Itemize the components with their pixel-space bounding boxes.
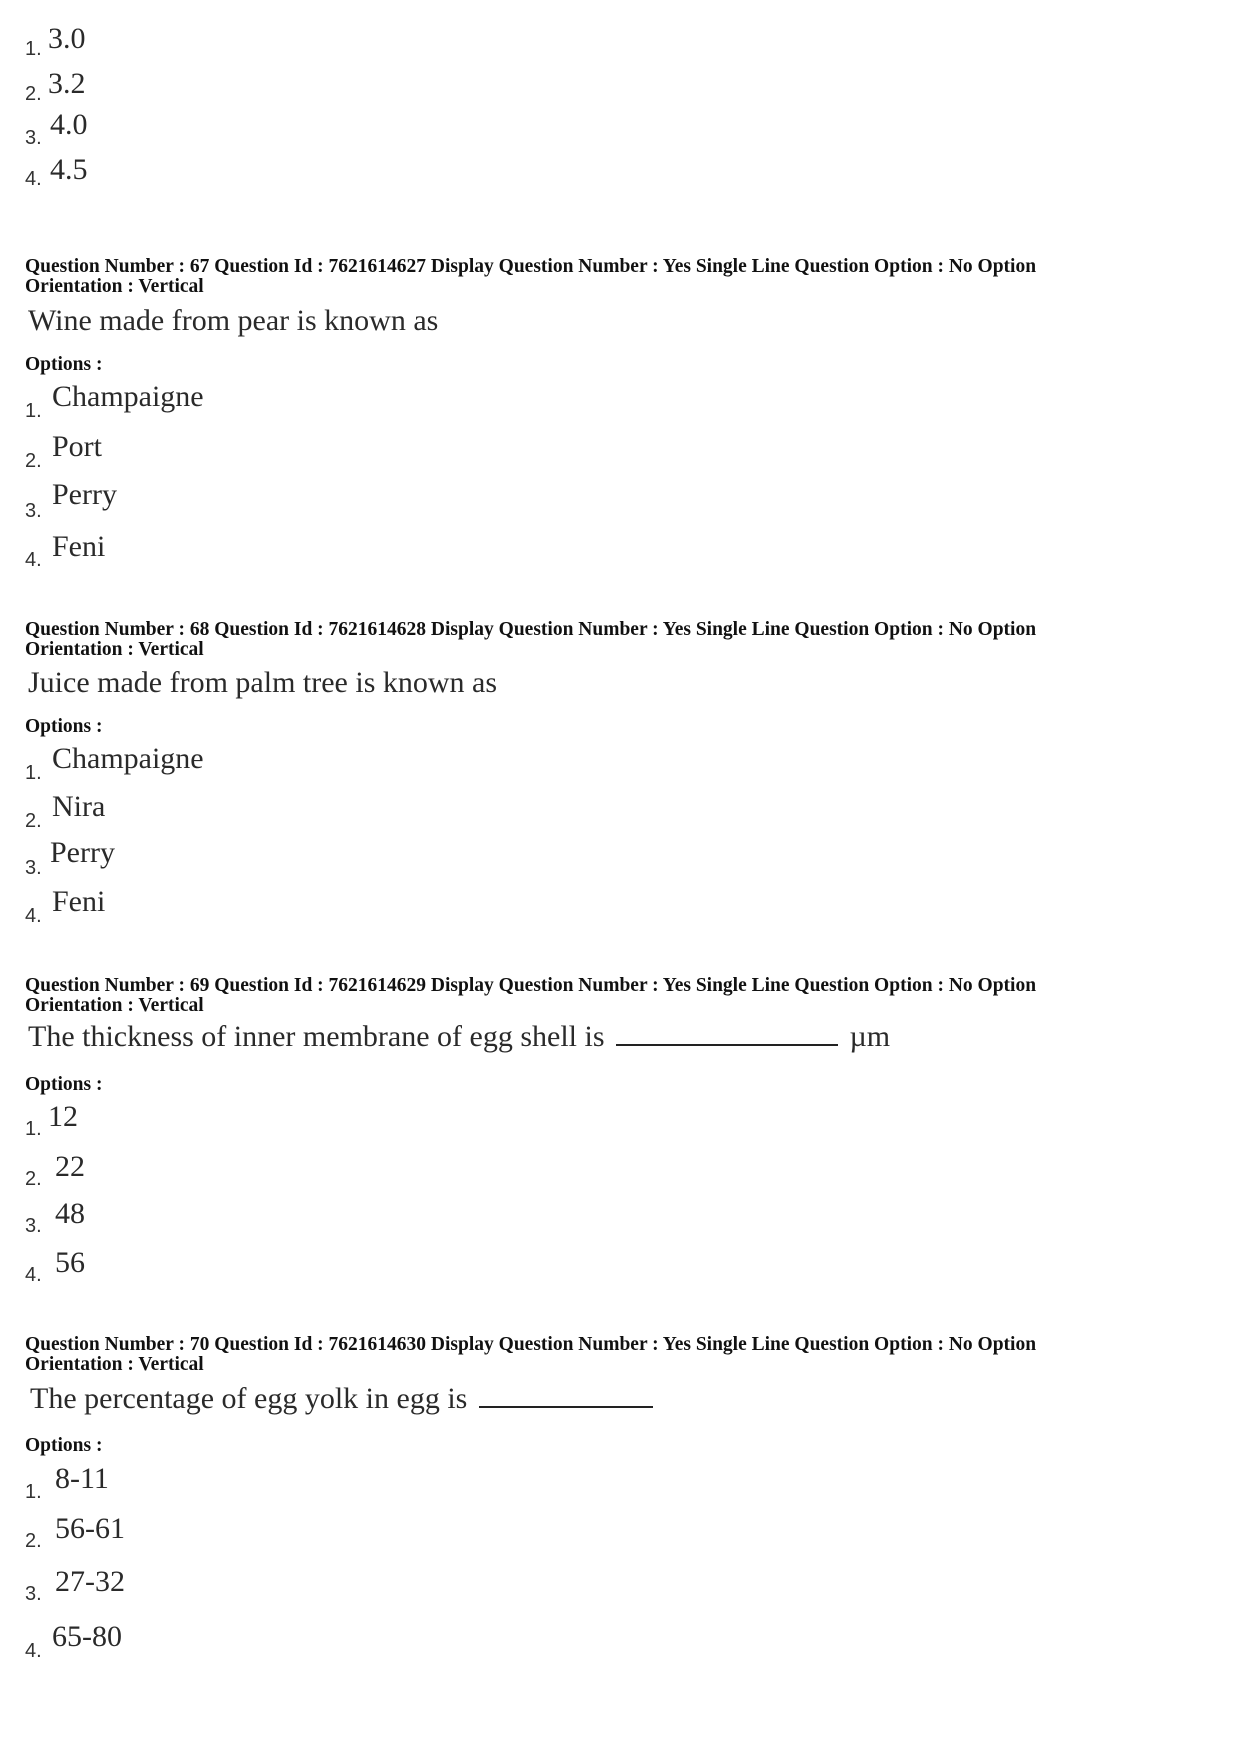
question-stem: Wine made from pear is known as xyxy=(28,304,439,337)
option-number: 4. xyxy=(25,168,42,190)
option-number: 2. xyxy=(25,1168,42,1190)
option-number: 4. xyxy=(25,905,42,927)
options-label: Options : xyxy=(25,716,103,737)
question-stem: The thickness of inner membrane of egg shell is xyxy=(28,1020,605,1053)
option-text: Perry xyxy=(52,478,117,511)
option-text: Nira xyxy=(52,790,106,823)
option-number: 2. xyxy=(25,450,42,472)
question-meta-line1: Question Number : 68 Question Id : 7621614628 Display Question Number : Yes Single Line Question Option : No Option xyxy=(25,619,1037,640)
option-text: Feni xyxy=(52,530,106,563)
option-number: 3. xyxy=(25,1583,42,1605)
option-text: 22 xyxy=(55,1150,85,1183)
answer-blank xyxy=(479,1406,653,1408)
options-label: Options : xyxy=(25,354,103,375)
option-number: 2. xyxy=(25,810,42,832)
option-text: 4.5 xyxy=(50,153,88,186)
option-text: 56-61 xyxy=(55,1512,125,1545)
options-label: Options : xyxy=(25,1435,103,1456)
option-text: Perry xyxy=(50,836,115,869)
option-number: 4. xyxy=(25,1264,42,1286)
option-number: 2. xyxy=(25,1530,42,1552)
question-meta-line1: Question Number : 70 Question Id : 7621614630 Display Question Number : Yes Single Line Question Option : No Option xyxy=(25,1334,1037,1355)
question-stem: Juice made from palm tree is known as xyxy=(28,666,498,699)
option-number: 4. xyxy=(25,1640,42,1662)
option-text: 48 xyxy=(55,1197,85,1230)
option-text: Feni xyxy=(52,885,106,918)
option-text: 12 xyxy=(48,1100,78,1133)
option-text: Champaigne xyxy=(52,380,204,413)
question-meta-line2: Orientation : Vertical xyxy=(25,276,204,297)
option-text: 3.2 xyxy=(48,67,86,100)
option-text: 27-32 xyxy=(55,1565,125,1598)
option-number: 3. xyxy=(25,857,42,879)
question-meta-line1: Question Number : 67 Question Id : 7621614627 Display Question Number : Yes Single Line Question Option : No Option xyxy=(25,256,1037,277)
question-stem-line xyxy=(28,1020,890,1054)
option-text: 8-11 xyxy=(55,1462,109,1495)
option-number: 1. xyxy=(25,400,42,422)
option-text: 56 xyxy=(55,1246,85,1279)
option-text: Port xyxy=(52,430,103,463)
question-meta-line2: Orientation : Vertical xyxy=(25,995,204,1016)
option-text: Champaigne xyxy=(52,742,204,775)
option-number: 1. xyxy=(25,1481,42,1503)
option-text: 65-80 xyxy=(52,1620,122,1653)
answer-blank xyxy=(616,1044,838,1046)
unit-label: µm xyxy=(849,1020,891,1053)
options-label: Options : xyxy=(25,1074,103,1095)
option-number: 3. xyxy=(25,127,42,149)
question-stem-line xyxy=(30,1382,653,1416)
option-number: 1. xyxy=(25,762,42,784)
option-number: 2. xyxy=(25,83,42,105)
question-stem: The percentage of egg yolk in egg is xyxy=(30,1382,468,1415)
option-number: 1. xyxy=(25,1118,42,1140)
option-text: 4.0 xyxy=(50,108,88,141)
option-number: 4. xyxy=(25,549,42,571)
option-number: 3. xyxy=(25,500,42,522)
question-meta-line1: Question Number : 69 Question Id : 7621614629 Display Question Number : Yes Single Line Question Option : No Option xyxy=(25,975,1037,996)
option-number: 1. xyxy=(25,38,42,60)
option-number: 3. xyxy=(25,1215,42,1237)
question-meta-line2: Orientation : Vertical xyxy=(25,639,204,660)
option-text: 3.0 xyxy=(48,22,86,55)
question-meta-line2: Orientation : Vertical xyxy=(25,1354,204,1375)
